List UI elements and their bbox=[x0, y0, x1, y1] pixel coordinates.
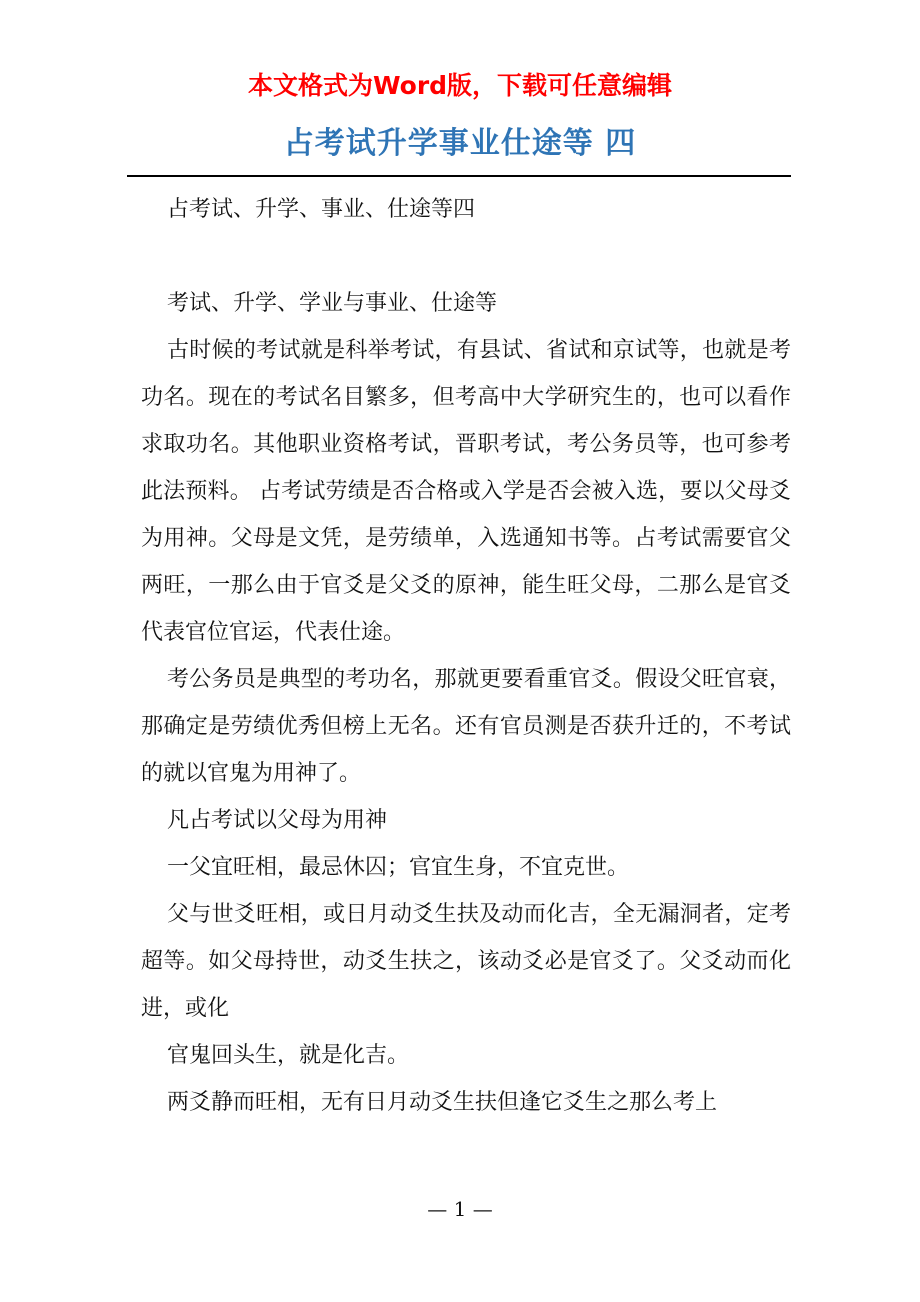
paragraph-rule-heading: 凡占考试以父母为用神 bbox=[167, 808, 388, 833]
word-format-banner: 本文格式为Word版，下载可任意编辑 bbox=[247, 71, 673, 100]
document-body bbox=[141, 186, 791, 1126]
document-title: 占考试升学事业仕途等 四 bbox=[283, 126, 637, 161]
paragraph-hua-ji: 官鬼回头生，就是化吉。 bbox=[167, 1043, 410, 1068]
paragraph-two-yao: 两爻静而旺相，无有日月动爻生扶但逢它爻生之那么考上 bbox=[167, 1090, 718, 1115]
header-divider bbox=[127, 175, 791, 177]
paragraph-civil-service: 考公务员是典型的考功名，那就更要看重官爻。假设父旺官衰，那确定是劳绩优秀但榜上无名。还有官员测是否获升迁的，不考试的就以官鬼为用神了。 bbox=[141, 667, 791, 786]
paragraph-subtitle: 占考试、升学、事业、仕途等四 bbox=[167, 197, 476, 222]
paragraph-section-heading: 考试、升学、学业与事业、仕途等 bbox=[167, 291, 498, 316]
page-number: — 1 — bbox=[427, 1197, 493, 1221]
paragraph-intro: 古时候的考试就是科举考试，有县试、省试和京试等，也就是考功名。现在的考试名目繁多，但考高中大学研究生的，也可以看作求取功名。其他职业资格考试，晋职考试，考公务员等，也可参考此法预料。 占考试劳绩是否合格或入学是否会被入选，要以父母爻为用神。父母是文凭，是劳绩单，入选通知书等。占考试需要官父两旺，一那么由于官爻是父爻的原神，能生旺父母，二那么是官爻代表官位官运，代表仕途。 bbox=[141, 338, 791, 645]
paragraph-rule-one: 一父宜旺相，最忌休囚；官宜生身，不宜克世。 bbox=[167, 855, 630, 880]
paragraph-rule-detail: 父与世爻旺相，或日月动爻生扶及动而化吉，全无漏洞者，定考超等。如父母持世，动爻生扶之，该动爻必是官爻了。父爻动而化进，或化 bbox=[141, 902, 791, 1021]
